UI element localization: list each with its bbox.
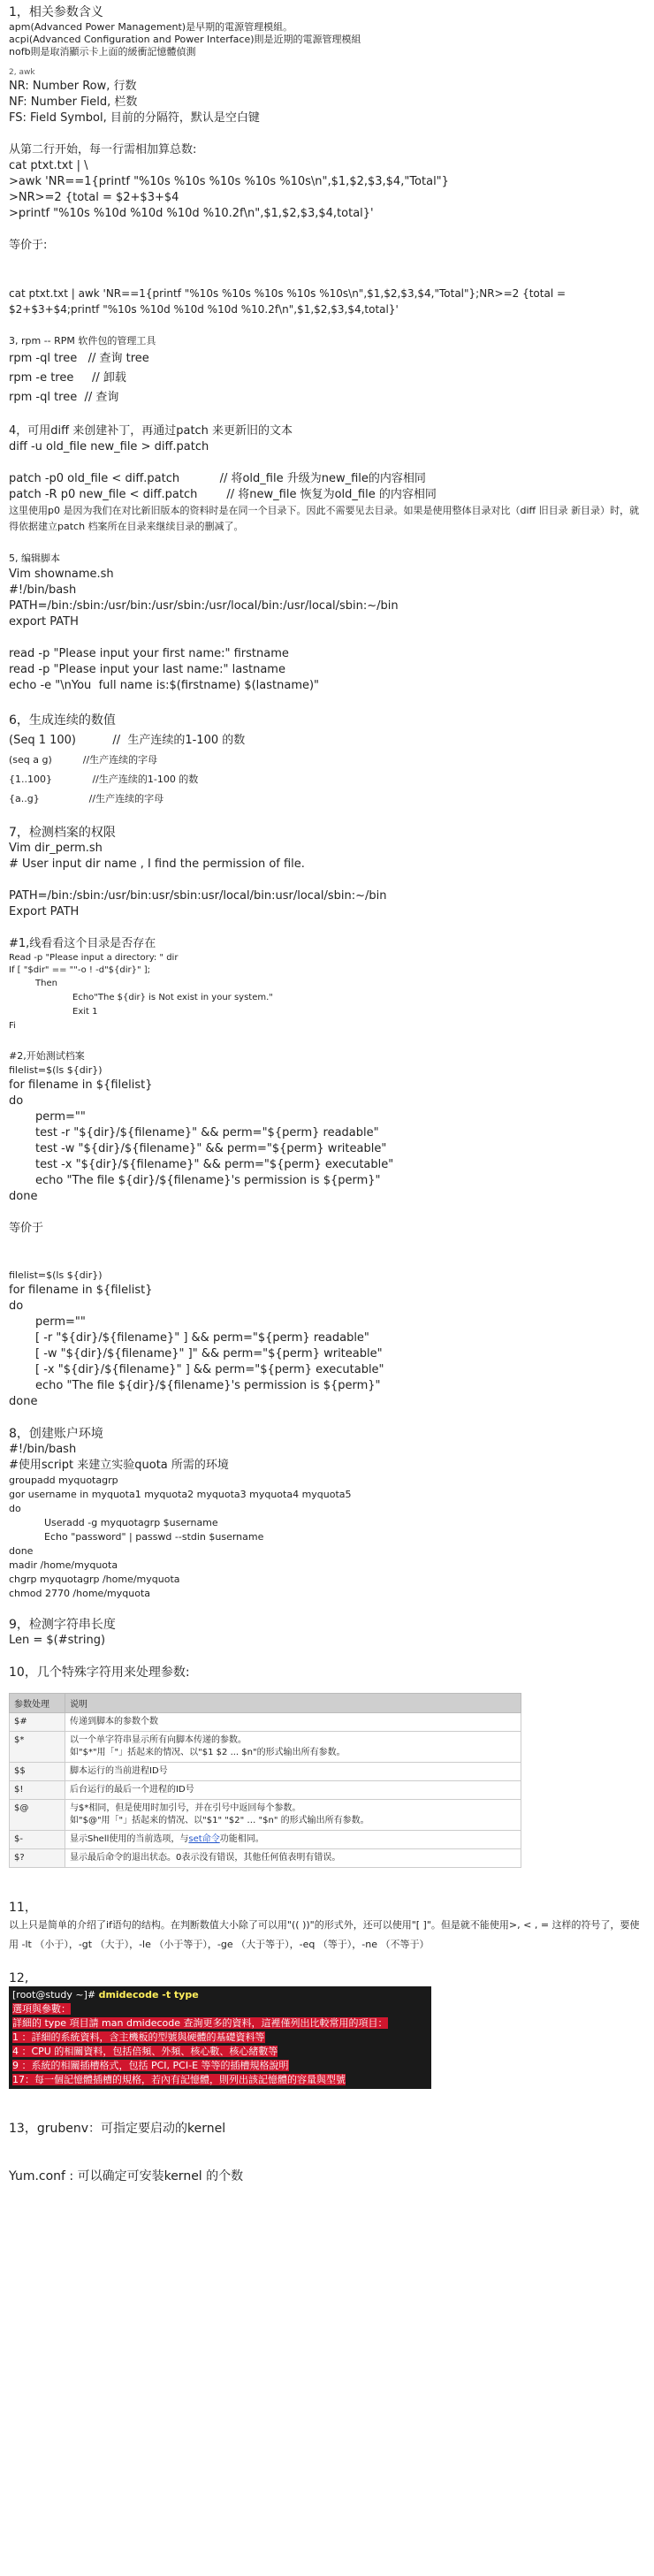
s6-first: (Seq 1 100) // 生产连续的1-100 的数	[9, 734, 246, 747]
s8-done: done	[9, 1545, 34, 1557]
s2-equiv: 等价于:	[9, 239, 48, 252]
s7-c2-for: for filename in ${filelist}	[9, 1078, 153, 1092]
table-row	[10, 1763, 521, 1781]
s2-intro: 从第二行开始，每一行需相加算总数:	[9, 143, 197, 156]
param-desc	[65, 1732, 521, 1763]
s8-shebang: #!/bin/bash	[9, 1443, 77, 1456]
s4-cmd: diff -u old_file new_file > diff.patch	[9, 440, 209, 453]
s11-text: 以上只是简单的介绍了if语句的结构。在判断数值大小除了可以用"(( ))"的形式外，还可以使用"[ ]"。但是就不能使用>, < , = 这样的符号了，要使用 -lt （小于），-gt （大于），-le （小于等于），-ge （大于等于），-eq （等于），-ne （不等于）	[9, 1919, 640, 1950]
s5-echo: echo -e "\nYou full name is:$(firstname) $(lastname)"	[9, 679, 320, 692]
param-key: $#	[10, 1713, 65, 1732]
terminal-line	[12, 2045, 428, 2059]
s6-row-3: {a..g} //生产连续的字母	[9, 793, 164, 804]
section-1-title: 1，相关参数含义	[9, 5, 103, 19]
s8-chgrp: chgrp myquotagrp /home/myquota	[9, 1574, 180, 1585]
s8-groupadd: groupadd myquotagrp	[9, 1475, 118, 1486]
section-6-title: 6，生成连续的数值	[9, 713, 116, 728]
section-11-title: 11，	[9, 1901, 37, 1915]
s2-line-3: FS: Field Symbol, 目前的分隔符，默认是空白键	[9, 111, 260, 125]
s1-line-3: nofb則是取消顯示卡上面的緩衝記憶體偵測	[9, 46, 196, 57]
s7-c3-w: [ -w "${dir}/${filename}" ]" && perm="${perm} writeable"	[35, 1347, 383, 1360]
s5-line-2: #!/bin/bash	[9, 583, 77, 597]
terminal-line	[12, 2059, 428, 2073]
s3-line-2: rpm -e tree // 卸载	[9, 371, 126, 385]
param-desc	[65, 1713, 521, 1732]
s7-c1-read: Read -p "Please input a directory: " dir	[9, 953, 179, 963]
s7-line-1: Vim dir_perm.sh	[9, 842, 103, 855]
param-key: $$	[10, 1763, 65, 1781]
section-12-title: 12,	[9, 1971, 29, 1985]
terminal-line	[12, 2002, 428, 2016]
terminal-line	[12, 2073, 428, 2087]
s7-then: Then	[35, 979, 57, 988]
s7-c3-for: for filename in ${filelist}	[9, 1284, 153, 1297]
table-row	[10, 1800, 521, 1831]
param-desc-line: 后台运行的最后一个进程的ID号	[70, 1785, 194, 1795]
s8-for: gor username in myquota1 myquota2 myquota3 myquota4 myquota5	[9, 1489, 352, 1500]
s7-line-2: # User input dir name , I find the permission of file.	[9, 857, 305, 871]
set-command-link[interactable]: set命令	[188, 1834, 220, 1844]
param-desc-line: 以一个单字符串显示所有向脚本传递的参数。	[70, 1735, 247, 1745]
s7-c3-perm: perm=""	[35, 1315, 86, 1329]
s7-fi: Fi	[9, 1021, 16, 1031]
terminal-text: 17：每一個記憶體插槽的規格，若內有記憶體，則列出該記憶體的容量與型號	[12, 2074, 346, 2085]
table-header-param: 参数处理	[10, 1694, 65, 1713]
param-desc	[65, 1781, 521, 1800]
param-key: $!	[10, 1781, 65, 1800]
param-key: $?	[10, 1849, 65, 1868]
s5-line-1: Vim showname.sh	[9, 568, 114, 581]
param-desc-line: 脚本运行的当前进程ID号	[70, 1766, 168, 1776]
table-row	[10, 1849, 521, 1868]
s8-comment: #使用script 来建立实验quota 所需的环境	[9, 1459, 229, 1472]
terminal-text: 9 ：系統的相關插槽格式，包括 PCI, PCI-E 等等的插槽規格說明	[12, 2060, 289, 2071]
param-desc-line: 如"$@"用「"」括起来的情况、以"$1" "$2" … "$n" 的形式输出所有参数。	[70, 1816, 369, 1825]
param-key: $-	[10, 1831, 65, 1849]
s7-c2-filelist: filelist=$(ls ${dir})	[9, 1064, 103, 1076]
param-desc-line: 传递到脚本的参数个数	[70, 1717, 158, 1726]
s7-c1-if: If [ "$dir" == ""-o ! -d"${dir}" ];	[9, 965, 151, 975]
param-desc-line: 如"$*"用「"」括起来的情况、以"$1 $2 ... $n"的形式输出所有参数。	[70, 1748, 346, 1757]
s2-line-2: NF: Number Field, 栏数	[9, 95, 138, 109]
s7-c2-test-r: test -r "${dir}/${filename}" && perm="${perm} readable"	[35, 1126, 379, 1139]
section-7-title: 7，检测档案的权限	[9, 826, 116, 840]
table-header-row	[10, 1694, 521, 1713]
s2-code-2: >awk 'NR==1{printf "%10s %10s %10s %10s %10s\n",$1,$2,$3,$4,"Total"}	[9, 175, 449, 188]
table-row	[10, 1713, 521, 1732]
param-key: $*	[10, 1732, 65, 1763]
section-2-title: 2, awk	[9, 68, 35, 77]
param-desc	[65, 1831, 521, 1849]
s2-oneliner: cat ptxt.txt | awk 'NR==1{printf "%10s %10s %10s %10s %10s\n",$1,$2,$3,$4,"Total"};NR>=2 {total = $2+$3+$4;printf "%10s %10d %10d %10d %10.2f\n",$1,$2,$3,$4,total}'	[9, 287, 567, 316]
terminal-prompt-row	[12, 1988, 428, 2002]
s7-c1-exit: Exit 1	[72, 1007, 98, 1017]
s7-export: Export PATH	[9, 905, 80, 918]
s1-line-1: apm(Advanced Power Management)是早期的電源管理模組。	[9, 21, 293, 33]
terminal-block	[9, 1986, 431, 2089]
s7-c2-test-x: test -x "${dir}/${filename}" && perm="${perm} executable"	[35, 1158, 394, 1171]
s8-chmod: chmod 2770 /home/myquota	[9, 1588, 150, 1599]
section-13-title: 13，grubenv：可指定要启动的kernel	[9, 2122, 226, 2136]
s5-read-first: read -p "Please input your first name:" firstname	[9, 647, 289, 660]
s7-c3-do: do	[9, 1299, 24, 1313]
s13-line: Yum.conf : 可以确定可安装kernel 的个数	[9, 2169, 244, 2184]
s4-line-1: patch -p0 old_file < diff.patch // 将old_file 升级为new_file的内容相同	[9, 472, 426, 485]
s5-line-3: PATH=/bin:/sbin:/usr/bin:/usr/sbin:/usr/local/bin:/usr/local/sbin:~/bin	[9, 599, 399, 613]
table-row	[10, 1831, 521, 1849]
s2-code-4: >printf "%10s %10d %10d %10d %10.2f\n",$1,$2,$3,$4,total}'	[9, 207, 374, 220]
s7-equiv: 等价于	[9, 1222, 44, 1235]
s5-line-4: export PATH	[9, 615, 79, 629]
param-desc	[65, 1763, 521, 1781]
table-row	[10, 1732, 521, 1763]
s9-line: Len = $(#string)	[9, 1634, 106, 1647]
section-4-title: 4，可用diff 来创建补丁，再通过patch 来更新旧的文本	[9, 424, 293, 438]
s1-line-2: acpi(Advanced Configuration and Power Interface)則是近期的電源管理模組	[9, 34, 361, 45]
terminal-command: dmidecode -t type	[98, 1989, 199, 2001]
s7-c1-echo: Echo"The ${dir} is Not exist in your system."	[72, 993, 273, 1002]
s7-sub1: #1,线看看这个目录是否存在	[9, 937, 156, 950]
s4-line-2: patch -R p0 new_file < diff.patch // 将new_file 恢复为old_file 的内容相同	[9, 488, 437, 501]
s7-c2-done: done	[9, 1190, 38, 1203]
s3-line-1: rpm -ql tree // 查询 tree	[9, 352, 149, 365]
s7-c2-do: do	[9, 1094, 24, 1108]
s8-madir: madir /home/myquota	[9, 1559, 118, 1571]
terminal-text: 詳細的 type 項目請 man dmidecode 查詢更多的資料，這裡僅列出比較常用的項目：	[12, 2017, 388, 2029]
s8-useradd: Useradd -g myquotagrp $username	[44, 1517, 218, 1528]
s7-c2-echo: echo "The file ${dir}/${filename}'s permission is ${perm}"	[35, 1174, 381, 1187]
s5-read-last: read -p "Please input your last name:" lastname	[9, 663, 285, 676]
terminal-line	[12, 2016, 428, 2031]
param-desc-post: 功能相同。	[219, 1834, 264, 1844]
terminal-line	[12, 2031, 428, 2045]
s7-c3-r: [ -r "${dir}/${filename}" ] && perm="${perm} readable"	[35, 1331, 369, 1345]
section-10-title: 10，几个特殊字符用来处理参数:	[9, 1665, 190, 1680]
s8-passwd: Echo "password" | passwd --stdin $username	[44, 1531, 264, 1543]
s2-line-1: NR: Number Row, 行数	[9, 80, 137, 93]
param-desc-line: 与$*相同，但是使用时加引号，并在引号中返回每个参数。	[70, 1803, 301, 1813]
terminal-text: 1 ：詳細的系統資料，含主機板的型號與硬體的基礎資料等	[12, 2031, 265, 2043]
terminal-text: 選項與參數：	[12, 2003, 71, 2015]
s4-note: 这里使用p0 是因为我们在对比新旧版本的资料时是在同一个目录下。因此不需要见去目录。如果是使用整体目录对比（diff 旧目录 新目录）时，就得依据建立patch 档案所在目录来继续目录的删减了。	[9, 505, 640, 532]
section-5-title: 5, 编辑脚本	[9, 553, 60, 564]
s2-code-3: >NR>=2 {total = $2+$3+$4	[9, 191, 179, 204]
terminal-text: 4 ：CPU 的相關資料，包括倍頻、外頻、核心數、核心緒數等	[12, 2046, 278, 2057]
s7-c3-x: [ -x "${dir}/${filename}" ] && perm="${perm} executable"	[35, 1363, 384, 1376]
s7-c2-perm: perm=""	[35, 1110, 86, 1124]
s7-path: PATH=/bin:/sbin:/usr/bin:usr/sbin:usr/local/bin:usr/local/sbin:~/bin	[9, 889, 387, 903]
param-desc-pre: 显示Shell使用的当前选项，与	[70, 1834, 189, 1844]
section-9-title: 9，检测字符串长度	[9, 1618, 116, 1632]
special-params-table	[9, 1693, 521, 1868]
param-desc	[65, 1800, 521, 1831]
s7-c3-done: done	[9, 1395, 38, 1408]
s7-c2-test-w: test -w "${dir}/${filename}" && perm="${perm} writeable"	[35, 1142, 387, 1155]
section-3-title: 3, rpm -- RPM 软件包的管理工具	[9, 335, 156, 347]
s3-line-3: rpm -ql tree // 查询	[9, 391, 119, 404]
table-row	[10, 1781, 521, 1800]
s6-row-2: {1..100} //生产连续的1-100 的数	[9, 774, 199, 785]
s7-c3-filelist: filelist=$(ls ${dir})	[9, 1269, 103, 1281]
param-desc	[65, 1849, 521, 1868]
s8-do: do	[9, 1503, 21, 1514]
section-8-title: 8，创建账户环境	[9, 1427, 103, 1441]
s2-code-1: cat ptxt.txt | \	[9, 159, 88, 172]
s6-row-1: (seq a g) //生产连续的字母	[9, 754, 158, 766]
s7-sub2: #2,开始测试档案	[9, 1050, 85, 1062]
terminal-prompt: [root@study ~]#	[12, 1989, 99, 2001]
param-desc-line: 显示最后命令的退出状态。0表示没有错误，其他任何值表明有错误。	[70, 1853, 341, 1863]
s7-c3-echo: echo "The file ${dir}/${filename}'s permission is ${perm}"	[35, 1379, 381, 1392]
param-key: $@	[10, 1800, 65, 1831]
table-header-desc: 说明	[65, 1694, 521, 1713]
